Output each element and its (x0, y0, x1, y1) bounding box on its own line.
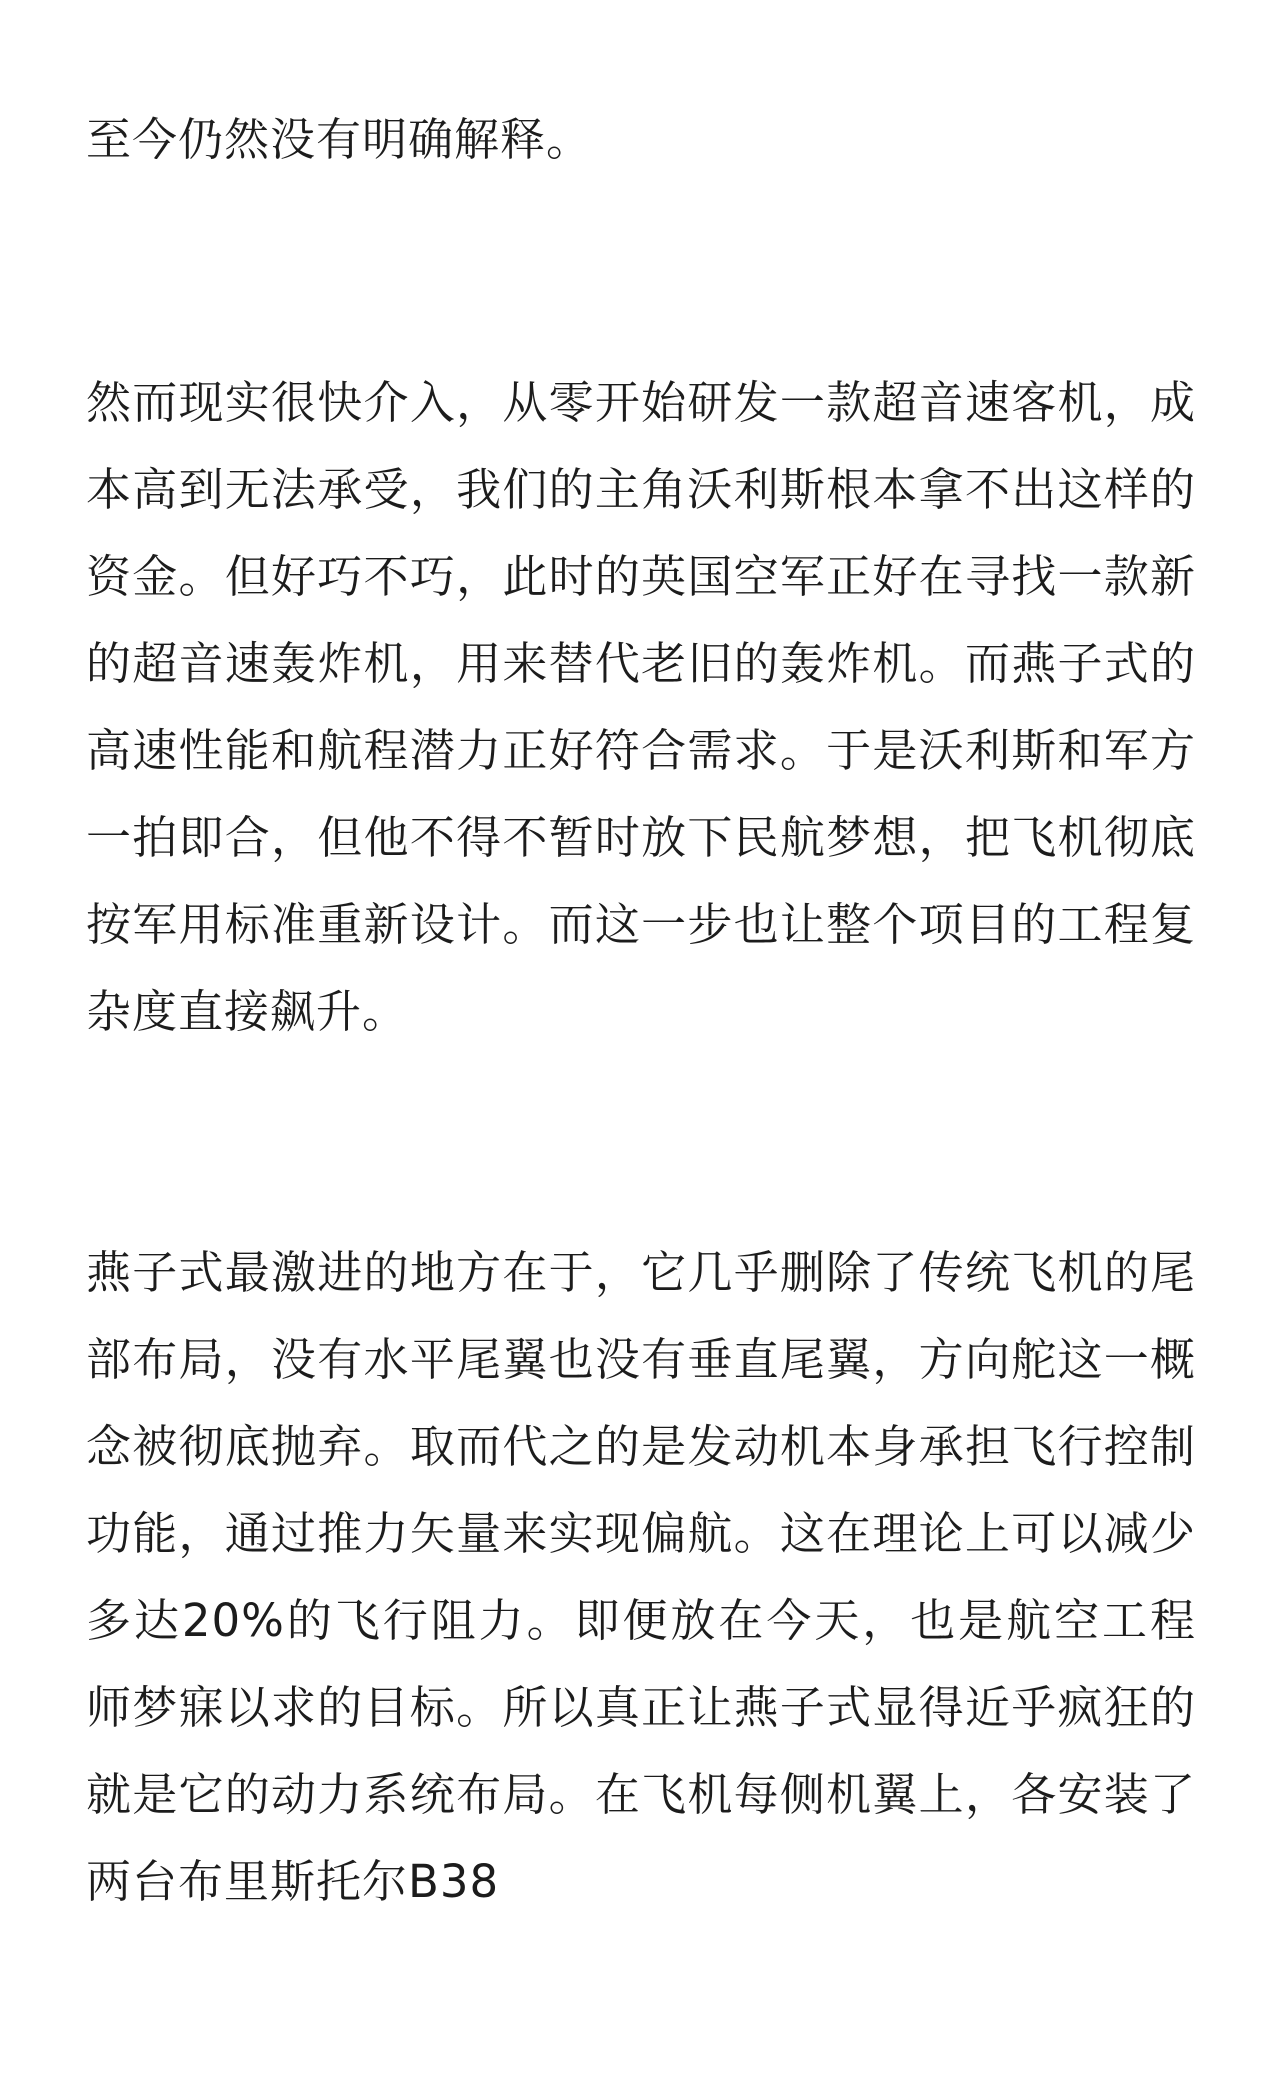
paragraph-1: 至今仍然没有明确解释。 (86, 113, 593, 166)
paragraph-2: 然而现实很快介入，从零开始研发一款超音速客机，成本高到无法承受，我们的主角沃利斯根本拿不出这样的资金。但好巧不巧，此时的英国空军正好在寻找一款新的超音速轰炸机，用来替代老旧的轰炸机。而燕子式的高速性能和航程潜力正好符合需求。于是沃利斯和军方一拍即合，但他不得不暂时放下民航梦想，把飞机彻底按军用标准重新设计。而这一步也让整个项目的工程复杂度直接飙升。 (86, 376, 1196, 1038)
article-body (86, 96, 1196, 1925)
paragraph-3: 燕子式最激进的地方在于，它几乎删除了传统飞机的尾部布局，没有水平尾翼也没有垂直尾翼，方向舵这一概念被彻底抛弃。取而代之的是发动机本身承担飞行控制功能，通过推力矢量来实现偏航。这在理论上可以减少多达20%的飞行阻力。即便放在今天，也是航空工程师梦寐以求的目标。所以真正让燕子式显得近乎疯狂的就是它的动力系统布局。在飞机每侧机翼上，各安装了两台布里斯托尔B38 (86, 1246, 1196, 1908)
